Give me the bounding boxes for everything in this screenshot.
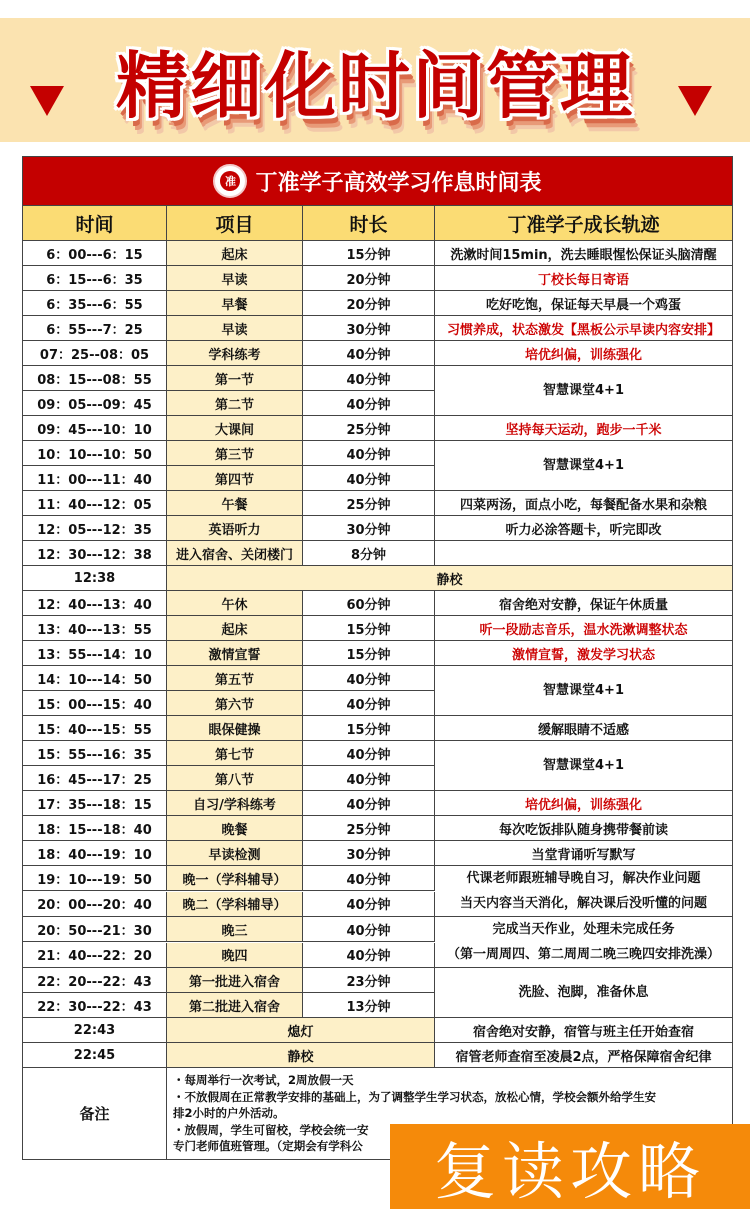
cell-note: 激情宣誓，激发学习状态: [435, 641, 732, 666]
notes-label: 备注: [23, 1068, 167, 1159]
cell-item: 第八节: [167, 766, 303, 791]
cell-note-merged: 智慧课堂4+1: [435, 441, 732, 491]
cell-time: 20：00---20：40: [23, 892, 167, 917]
cell-time: 15：00---15：40: [23, 691, 167, 716]
cell-time: 11：40---12：05: [23, 491, 167, 516]
cell-duration: 30分钟: [303, 841, 435, 866]
cell-time: 22：30---22：43: [23, 993, 167, 1018]
cell-time: 09：05---09：45: [23, 391, 167, 416]
cell-item: 早读: [167, 266, 303, 291]
banner: [0, 18, 750, 142]
cell-duration: 40分钟: [303, 866, 435, 891]
cell-note: 坚持每天运动，跑步一千米: [435, 416, 732, 441]
header-duration: 时长: [303, 206, 435, 241]
cell-duration: 40分钟: [303, 892, 435, 917]
cell-item: 第三节: [167, 441, 303, 466]
cell-item: 第一节: [167, 366, 303, 391]
cell-duration: 40分钟: [303, 741, 435, 766]
cell-merged: 熄灯: [167, 1018, 435, 1043]
cell-duration: 40分钟: [303, 366, 435, 391]
cell-duration: 20分钟: [303, 291, 435, 316]
cell-duration: 15分钟: [303, 641, 435, 666]
cell-time: 18：40---19：10: [23, 841, 167, 866]
cell-note-merged: 智慧课堂4+1: [435, 666, 732, 716]
cell-time: 6：35---6：55: [23, 291, 167, 316]
schedule-table: [22, 156, 733, 1160]
cell-duration: 25分钟: [303, 816, 435, 841]
note-line: ・放假周，学生可留校，学校会统一安: [173, 1122, 369, 1137]
cell-item: 午休: [167, 591, 303, 616]
cell-duration: 30分钟: [303, 516, 435, 541]
cell-duration: 40分钟: [303, 466, 435, 491]
cell-item: 激情宣誓: [167, 641, 303, 666]
cell-item: 自习/学科练考: [167, 791, 303, 816]
cell-time: 15：55---16：35: [23, 741, 167, 766]
cell-duration: 20分钟: [303, 266, 435, 291]
cell-item: 第一批进入宿舍: [167, 968, 303, 993]
cell-note-merged: [435, 917, 732, 968]
cell-time: 17：35---18：15: [23, 791, 167, 816]
cell-duration: 15分钟: [303, 616, 435, 641]
cell-item: 午餐: [167, 491, 303, 516]
cell-merged: 静校: [167, 1043, 435, 1068]
cell-item: 晚一（学科辅导）: [167, 866, 303, 891]
cell-duration: 15分钟: [303, 716, 435, 741]
cell-item: 学科练考: [167, 341, 303, 366]
cell-duration: 60分钟: [303, 591, 435, 616]
cell-item: 第四节: [167, 466, 303, 491]
cell-note: 每次吃饭排队随身携带餐前读: [435, 816, 732, 841]
cell-item: 第七节: [167, 741, 303, 766]
cell-duration: 30分钟: [303, 316, 435, 341]
cell-time: 22：20---22：43: [23, 968, 167, 993]
cell-item: 晚三: [167, 917, 303, 942]
cell-note-merged: 智慧课堂4+1: [435, 741, 732, 791]
note-line: 专门老师值班管理。（定期会有学科公: [173, 1139, 363, 1153]
note-line: 当天内容当天消化，解决课后没听懂的问题: [459, 896, 707, 911]
table-title-bar: [23, 157, 732, 206]
cell-note: 听力必涂答题卡，听完即改: [435, 516, 732, 541]
note-line: （第一周周四、第二周周二晚三晚四安排洗澡）: [446, 947, 720, 962]
cell-time: 22:43: [23, 1018, 167, 1043]
cell-time: 13：40---13：55: [23, 616, 167, 641]
school-logo-icon: 准: [213, 164, 247, 198]
header-time: 时间: [23, 206, 167, 241]
cell-note: 听一段励志音乐，温水洗漱调整状态: [435, 616, 732, 641]
cell-time: 19：10---19：50: [23, 866, 167, 891]
cell-duration: 40分钟: [303, 943, 435, 968]
triangle-down-icon: [678, 86, 712, 116]
cell-item: 大课间: [167, 416, 303, 441]
cell-duration: 23分钟: [303, 968, 435, 993]
cell-duration: 40分钟: [303, 391, 435, 416]
cell-merged: 静校: [167, 566, 732, 591]
cell-time: 09：45---10：10: [23, 416, 167, 441]
cell-duration: 40分钟: [303, 341, 435, 366]
cell-duration: 40分钟: [303, 766, 435, 791]
cell-note: [435, 541, 732, 566]
cell-duration: 8分钟: [303, 541, 435, 566]
cell-note: 宿舍绝对安静，保证午休质量: [435, 591, 732, 616]
cell-note: 宿舍绝对安静，宿管与班主任开始查宿: [435, 1018, 732, 1043]
cell-duration: 40分钟: [303, 917, 435, 942]
cell-item: 起床: [167, 616, 303, 641]
cell-time: 10：10---10：50: [23, 441, 167, 466]
cell-item: 第二批进入宿舍: [167, 993, 303, 1018]
cell-time: 6：00---6：15: [23, 241, 167, 266]
cell-duration: 25分钟: [303, 416, 435, 441]
table-title: 丁准学子高效学习作息时间表: [255, 170, 542, 196]
header-item: 项目: [167, 206, 303, 241]
cell-duration: 40分钟: [303, 441, 435, 466]
cell-time: 12：30---12：38: [23, 541, 167, 566]
cell-item: 进入宿舍、关闭楼门: [167, 541, 303, 566]
cell-time: 12：40---13：40: [23, 591, 167, 616]
cell-note: 习惯养成，状态激发【黑板公示早读内容安排】: [435, 316, 732, 341]
cell-time: 6：55---7：25: [23, 316, 167, 341]
note-line: 完成当天作业，处理未完成任务: [492, 922, 675, 937]
cell-note: 当堂背诵听写默写: [435, 841, 732, 866]
cell-item: 晚二（学科辅导）: [167, 892, 303, 917]
cell-time: 18：15---18：40: [23, 816, 167, 841]
cell-item: 起床: [167, 241, 303, 266]
note-line: 排2小时的户外活动。: [173, 1106, 285, 1120]
cell-time: 6：15---6：35: [23, 266, 167, 291]
cell-item: 晚餐: [167, 816, 303, 841]
cell-duration: 40分钟: [303, 791, 435, 816]
watermark-stamp: 复读攻略: [390, 1124, 750, 1209]
cell-note: 四菜两汤，面点小吃，每餐配备水果和杂粮: [435, 491, 732, 516]
cell-time: 21：40---22：20: [23, 943, 167, 968]
cell-note: 丁校长每日寄语: [435, 266, 732, 291]
cell-item: 眼保健操: [167, 716, 303, 741]
note-line: 代课老师跟班辅导晚自习，解决作业问题: [466, 871, 701, 886]
cell-time: 11：00---11：40: [23, 466, 167, 491]
cell-time: 22:45: [23, 1043, 167, 1068]
cell-item: 早读检测: [167, 841, 303, 866]
page-title: 精细化时间管理: [115, 43, 634, 128]
cell-note-merged: [435, 866, 732, 917]
cell-time: 08：15---08：55: [23, 366, 167, 391]
cell-note-merged: 智慧课堂4+1: [435, 366, 732, 416]
cell-duration: 25分钟: [303, 491, 435, 516]
cell-note: 缓解眼睛不适感: [435, 716, 732, 741]
cell-item: 第五节: [167, 666, 303, 691]
cell-item: 英语听力: [167, 516, 303, 541]
cell-duration: 40分钟: [303, 666, 435, 691]
cell-note: 宿管老师查宿至凌晨2点，严格保障宿舍纪律: [435, 1043, 732, 1068]
cell-note: 吃好吃饱，保证每天早晨一个鸡蛋: [435, 291, 732, 316]
cell-item: 第二节: [167, 391, 303, 416]
header-growth: 丁准学子成长轨迹: [435, 206, 732, 241]
cell-time: 12:38: [23, 566, 167, 591]
cell-item: 早读: [167, 316, 303, 341]
note-line: ・每周举行一次考试，2周放假一天: [173, 1073, 354, 1087]
cell-time: 07：25--08：05: [23, 341, 167, 366]
cell-time: 12：05---12：35: [23, 516, 167, 541]
cell-note-merged: 洗脸、泡脚，准备休息: [435, 968, 732, 1018]
note-line: ・不放假周在正常教学安排的基础上，为了调整学生学习状态，放松心情，学校会额外给学生安: [173, 1089, 656, 1104]
cell-duration: 40分钟: [303, 691, 435, 716]
cell-item: 早餐: [167, 291, 303, 316]
cell-time: 13：55---14：10: [23, 641, 167, 666]
cell-note: 培优纠偏，训练强化: [435, 791, 732, 816]
cell-time: 16：45---17：25: [23, 766, 167, 791]
cell-duration: 13分钟: [303, 993, 435, 1018]
cell-time: 20：50---21：30: [23, 917, 167, 942]
cell-time: 15：40---15：55: [23, 716, 167, 741]
cell-time: 14：10---14：50: [23, 666, 167, 691]
cell-duration: 15分钟: [303, 241, 435, 266]
table-grid: [23, 206, 732, 1159]
cell-note: 洗漱时间15min，洗去睡眼惺忪保证头脑清醒: [435, 241, 732, 266]
cell-item: 晚四: [167, 943, 303, 968]
cell-note: 培优纠偏，训练强化: [435, 341, 732, 366]
cell-item: 第六节: [167, 691, 303, 716]
